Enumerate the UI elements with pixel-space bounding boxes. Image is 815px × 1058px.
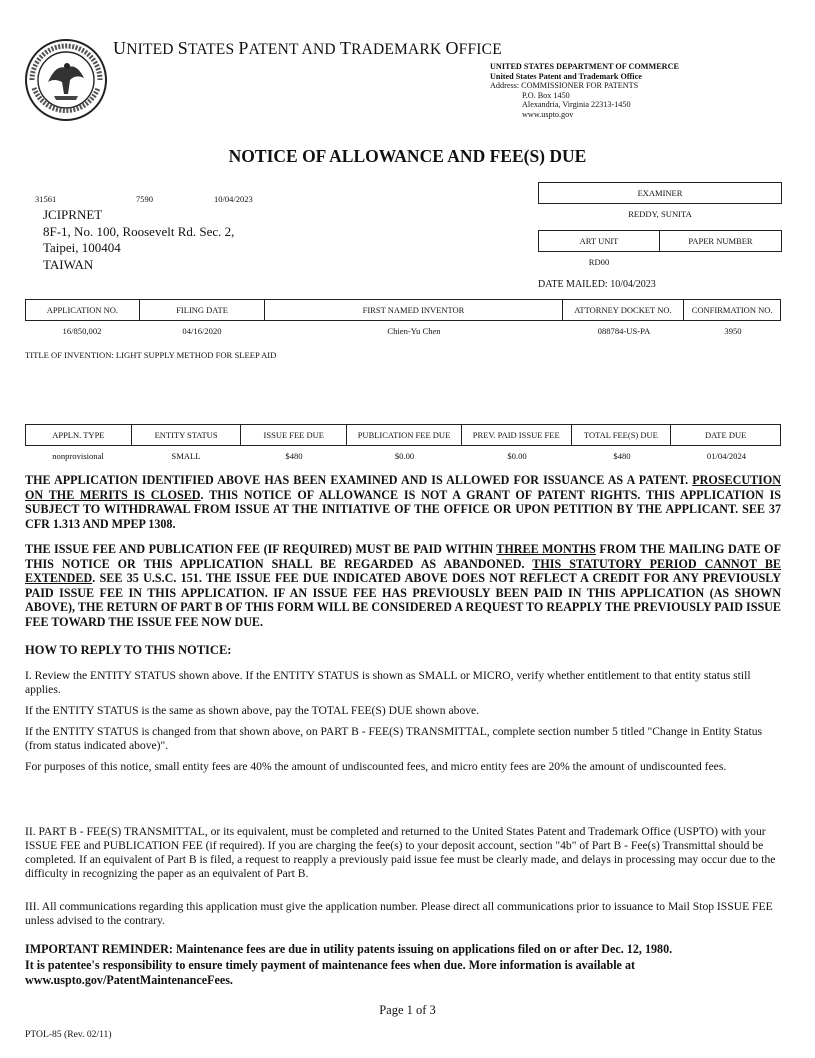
allowance-paragraph: THE APPLICATION IDENTIFIED ABOVE HAS BEEN EXAMINED AND IS ALLOWED FOR ISSUANCE AS A PATENT. PROSECUTION ON THE MERITS IS CLOSED. THIS NOTICE OF ALLOWANCE IS NOT A GRANT OF PATENT RIGHTS. THIS APPLICATION IS SUBJECT TO WITHDRAWAL FROM ISSUE AT THE INITIATIVE OF THE OFFICE OR UPON PETITION BY THE APPLICANT. SEE 37 CFR 1.313 AND MPEP 1308.: [25, 473, 782, 531]
appln-type-value: nonprovisional: [52, 451, 104, 461]
confirmation-no-value: 3950: [724, 326, 742, 336]
total-fees-due-value: $480: [613, 451, 631, 461]
instruction-ii: II. PART B - FEE(S) TRANSMITTAL, or its equivalent, must be completed and returned to the United States Patent and Trademark Office (USPTO) with your ISSUE FEE and PUBLICATION FEE (if required). If you are charging the fee(s) to your deposit account, section "4b" of Part B - Fee(s) Transmittal should be completed. If an equivalent of Part B is filed, a request to reapply a previously paid issue fee must be clearly made, and delays in processing may occur due to the difficulty in recognizing the paper as an equivalent of Part B.: [25, 825, 776, 880]
first-named-inventor-header: FIRST NAMED INVENTOR: [265, 300, 562, 320]
first-named-inventor-value: Chien-Yu Chen: [387, 326, 441, 336]
application-table-header: [25, 299, 781, 321]
publication-fee-due-value: $0.00: [394, 451, 415, 461]
fee-table-row: [25, 451, 781, 461]
how-to-reply-heading: HOW TO REPLY TO THIS NOTICE:: [25, 643, 232, 657]
art-unit-header-row: [538, 230, 782, 252]
issue-fee-due-header: ISSUE FEE DUE: [241, 425, 347, 445]
paper-number-label: PAPER NUMBER: [688, 236, 753, 246]
department-address: UNITED STATES DEPARTMENT OF COMMERCE United States Patent and Trademark Office Address: COMMISSIONER FOR PATENTS P.O. Box 1450 Alexandria, Virginia 22313-1450 www.uspto.gov: [490, 62, 679, 119]
filing-date-header: FILING DATE: [140, 300, 266, 320]
fee-deadline-paragraph: THE ISSUE FEE AND PUBLICATION FEE (IF REQUIRED) MUST BE PAID WITHIN THREE MONTHS FROM THE MAILING DATE OF THIS NOTICE OR THIS APPLICATION SHALL BE REGARDED AS ABANDONED. THIS STATUTORY PERIOD CANNOT BE EXTENDED. SEE 35 U.S.C. 151. THE ISSUE FEE DUE INDICATED ABOVE DOES NOT REFLECT A CREDIT FOR ANY PREVIOUSLY PAID ISSUE FEE IN THIS APPLICATION. IF AN ISSUE FEE HAS PREVIOUSLY BEEN PAID IN THIS APPLICATION (AS SHOWN ABOVE), THE RETURN OF PART B OF THIS FORM WILL BE CONSIDERED A REQUEST TO REAPPLY THE PREVIOUSLY PAID ISSUE FEE TOWARD THE ISSUE FEE NOW DUE.: [25, 542, 781, 629]
instruction-same-status: If the ENTITY STATUS is the same as shown above, pay the TOTAL FEE(S) DUE shown above.: [25, 704, 480, 717]
attorney-docket-value: 088784-US-PA: [597, 326, 651, 336]
date-due-value: 01/04/2024: [706, 451, 747, 461]
total-fees-due-header: TOTAL FEE(S) DUE: [572, 425, 672, 445]
instruction-changed-status: If the ENTITY STATUS is changed from that shown above, on PART B - FEE(S) TRANSMITTAL, complete section number 5 titled "Change in Entity Status (from status indicated above)".: [25, 725, 763, 752]
examiner-label: EXAMINER: [538, 182, 782, 204]
uspto-seal-icon: [24, 38, 108, 122]
entity-status-header: ENTITY STATUS: [132, 425, 242, 445]
art-unit-value: RD00: [588, 257, 610, 267]
maintenance-fee-reminder: IMPORTANT REMINDER: Maintenance fees are due in utility patents issuing on applications filed on or after Dec. 12, 1980. It is patentee's responsibility to ensure timely payment of maintenance fees when due. More information is available at www.uspto.gov/PatentMaintenanceFees.: [25, 942, 673, 988]
art-unit-label: ART UNIT: [539, 231, 660, 251]
date-due-header: DATE DUE: [704, 430, 747, 440]
issue-fee-due-value: $480: [285, 451, 303, 461]
office-name: UNITED STATES PATENT AND TRADEMARK OFFICE: [113, 38, 502, 58]
publication-fee-due-header: PUBLICATION FEE DUE: [347, 425, 462, 445]
fee-table-header: [25, 424, 781, 446]
addressee-codes: 31561 7590 10/04/2023: [35, 194, 253, 204]
instruction-iii: III. All communications regarding this application must give the application number. Please direct all communications prior to issuance to Mail Stop ISSUE FEE unless advised to the contrary.: [25, 900, 773, 927]
application-table-row: [25, 326, 781, 336]
attorney-docket-header: ATTORNEY DOCKET NO.: [563, 300, 685, 320]
addressee-block: JCIPRNET 8F-1, No. 100, Roosevelt Rd. Sec. 2, Taipei, 100404 TAIWAN: [43, 207, 235, 272]
prev-paid-issue-fee-header: PREV. PAID ISSUE FEE: [462, 425, 572, 445]
page-number: Page 1 of 3: [379, 1003, 436, 1017]
form-id: PTOL-85 (Rev. 02/11): [25, 1029, 112, 1040]
title-of-invention: TITLE OF INVENTION: LIGHT SUPPLY METHOD FOR SLEEP AID: [25, 350, 277, 360]
date-mailed: DATE MAILED: 10/04/2023: [538, 279, 656, 290]
appln-type-header: APPLN. TYPE: [26, 425, 132, 445]
prev-paid-issue-fee-value: $0.00: [507, 451, 527, 461]
application-no-header: APPLICATION NO.: [26, 300, 140, 320]
entity-status-value: SMALL: [171, 451, 201, 461]
instruction-i: I. Review the ENTITY STATUS shown above. If the ENTITY STATUS is shown as SMALL or MICRO, verify whether entitlement to that entity status still applies.: [25, 669, 751, 696]
confirmation-no-header: CONFIRMATION NO.: [691, 305, 773, 315]
filing-date-value: 04/16/2020: [182, 326, 222, 336]
notice-title: NOTICE OF ALLOWANCE AND FEE(S) DUE: [228, 146, 587, 166]
application-no-value: 16/850,002: [62, 326, 102, 336]
examiner-name: REDDY, SUNITA: [628, 209, 692, 219]
instruction-fee-purposes: For purposes of this notice, small entity fees are 40% the amount of undiscounted fees, and micro entity fees are 20% the amount of undiscounted fees.: [25, 760, 727, 773]
